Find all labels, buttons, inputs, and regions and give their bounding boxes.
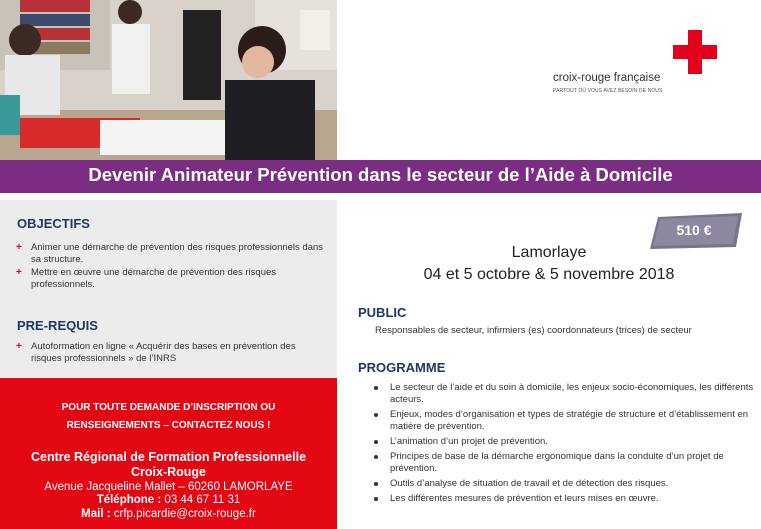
title-banner <box>0 160 761 193</box>
left-panel <box>0 200 337 378</box>
list-item: + Mettre en œuvre une démarche de prévention des risques professionnels. <box>16 267 277 290</box>
objectifs-list <box>16 242 328 292</box>
bullet-icon <box>374 440 378 444</box>
list-item: Outils d’analyse de situation de travail et de détection des risques. <box>372 478 757 490</box>
red-cross-icon <box>673 30 717 74</box>
centre-mail: Mail : crfp.picardie@croix-rouge.fr <box>81 508 256 520</box>
list-item: Enjeux, modes d’organisation et types de stratégie de structure et d’établissement en matière de prévention. <box>372 409 757 433</box>
price-value: 510 € <box>676 222 712 238</box>
plus-icon: + <box>16 267 22 278</box>
brand-logo <box>553 30 753 100</box>
phone-number[interactable]: 03 44 67 11 31 <box>164 494 241 506</box>
session-place: Lamorlaye <box>511 244 587 261</box>
bullet-icon <box>374 413 378 417</box>
centre-phone: Téléphone : 03 44 67 11 31 <box>96 494 241 506</box>
list-item: Le secteur de l’aide et du soin à domicile, les enjeux socio-économiques, les différents acteurs. <box>372 382 757 406</box>
session-dates: 04 et 5 octobre & 5 novembre 2018 <box>423 266 675 283</box>
public-text: Responsables de secteur, infirmiers (es) coordonnateurs (trices) de secteur <box>375 325 692 336</box>
mail-link[interactable]: crfp.picardie@croix-rouge.fr <box>113 508 256 520</box>
cta-line-1: POUR TOUTE DEMANDE D’INSCRIPTION OU <box>61 402 276 413</box>
cta-line-2: RENSEIGNEMENTS – CONTACTEZ NOUS ! <box>66 420 271 431</box>
centre-name-line-1: Centre Régional de Formation Professionnelle <box>30 450 307 464</box>
bullet-icon <box>374 455 378 459</box>
header-photo <box>0 0 337 160</box>
plus-icon: + <box>16 341 22 352</box>
programme-title: PROGRAMME <box>358 360 446 375</box>
centre-address: Avenue Jacqueline Mallet – 60260 LAMORLAYE <box>44 481 293 493</box>
list-item: Les différentes mesures de prévention et leurs mises en œuvre. <box>372 493 757 505</box>
bullet-icon <box>374 386 378 390</box>
list-item: + Animer une démarche de prévention des risques professionnels dans sa structure. <box>16 242 324 265</box>
prerequis-title: PRE-REQUIS <box>17 318 98 333</box>
list-item: L’animation d’un projet de prévention. <box>372 436 757 448</box>
centre-name-line-2: Croix-Rouge <box>131 465 206 479</box>
brand-name: croix-rouge française <box>553 72 661 84</box>
bullet-icon <box>374 497 378 501</box>
list-item: + Autoformation en ligne « Acquérir des bases en prévention des risques professionnels » de l’INRS <box>16 341 296 364</box>
plus-icon: + <box>16 242 22 253</box>
public-title: PUBLIC <box>358 305 407 320</box>
bullet-icon <box>374 482 378 486</box>
prerequis-list <box>16 341 328 366</box>
brand-tagline: PARTOUT OÙ VOUS AVEZ BESOIN DE NOUS <box>553 88 663 94</box>
objectifs-title: OBJECTIFS <box>17 216 90 231</box>
list-item: Principes de base de la démarche ergonomique dans la conduite d’un projet de prévention. <box>372 451 757 475</box>
page-title: Devenir Animateur Prévention dans le secteur de l’Aide à Domicile <box>88 164 673 185</box>
programme-list <box>372 382 757 508</box>
contact-panel <box>0 378 337 529</box>
